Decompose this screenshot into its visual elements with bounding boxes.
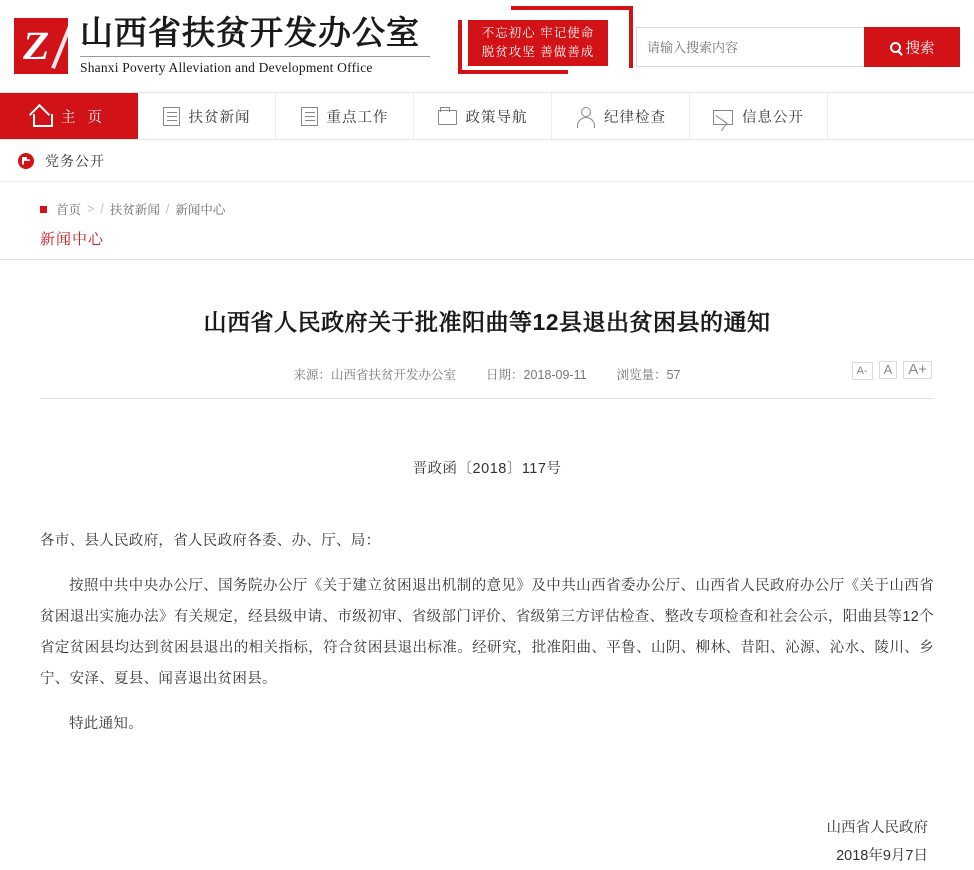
sub-nav-item-party-affairs[interactable]: 党务公开 <box>45 152 105 169</box>
signature-date: 2018年9月7日 <box>836 848 928 864</box>
nav-item-key-work[interactable] <box>276 93 414 139</box>
document-icon <box>301 107 318 126</box>
slogan-banner <box>458 6 633 86</box>
breadcrumb-separator: / <box>165 202 170 216</box>
site-logo-text <box>80 16 430 76</box>
mail-icon <box>713 110 733 125</box>
article-paragraph: 按照中共中央办公厅、国务院办公厅《关于建立贫困退出机制的意见》及中共山西省委办公厅、山西省人民政府办公厅《关于山西省贫困退出实施办法》有关规定，经县级申请、市级初审、省级部门评价、省级第三方评估检查、整改专项检查和社会公示，阳曲县等12个省定贫困县均达到贫困县退出的相关指标，符合贫困县退出标准。经研究，批准阳曲、平鲁、山阴、柳林、昔阳、沁源、沁水、陵川、乡宁、安泽、夏县、闻喜退出贫困县。 <box>40 578 934 687</box>
nav-item-disclosure[interactable] <box>690 93 828 139</box>
signature-organization: 山西省人民政府 <box>826 820 928 836</box>
search-button-label: 搜索 <box>905 40 935 57</box>
font-size-increase-button[interactable]: A+ <box>903 361 932 379</box>
breadcrumb-list <box>40 200 974 218</box>
logo-slash <box>51 23 73 69</box>
slogan-corner-top <box>511 6 633 10</box>
nav-item-discipline[interactable] <box>552 93 690 139</box>
nav-label-news: 扶贫新闻 <box>188 109 251 126</box>
logo-letter: Z <box>19 23 53 68</box>
search-bar <box>636 27 960 67</box>
page-title: 新闻中心 <box>40 231 105 248</box>
nav-label-home: 主 页 <box>60 109 107 126</box>
logo-divider <box>80 56 430 57</box>
breadcrumb-item-news-center[interactable]: 新闻中心 <box>175 203 226 217</box>
site-logo-icon[interactable] <box>14 18 68 74</box>
search-button[interactable] <box>864 27 960 67</box>
article <box>0 304 974 870</box>
breadcrumb-separator: / <box>100 202 104 216</box>
slogan-line-2: 脱贫攻坚 善做善成 <box>481 45 595 59</box>
slogan-corner-left <box>458 20 462 74</box>
breadcrumb <box>0 182 974 218</box>
breadcrumb-item-home[interactable]: 首页 <box>56 203 82 217</box>
sub-nav <box>0 140 974 182</box>
person-icon <box>575 106 595 126</box>
article-body <box>40 526 934 740</box>
slogan-corner-bottom <box>458 70 568 74</box>
nav-label-discipline: 纪律检查 <box>604 109 666 126</box>
font-size-default-button[interactable]: A <box>879 361 898 379</box>
article-paragraph: 特此通知。 <box>69 716 143 732</box>
breadcrumb-item-news[interactable]: 扶贫新闻 <box>109 203 160 217</box>
article-views: 浏览量：57 <box>616 368 681 382</box>
breadcrumb-marker-icon <box>40 206 47 213</box>
org-name-cn: 山西省扶贫开发办公室 <box>80 16 420 52</box>
nav-label-policy: 政策导航 <box>465 109 528 126</box>
font-size-decrease-button[interactable]: A- <box>852 362 873 380</box>
party-emblem-icon <box>18 152 36 170</box>
nav-label-key-work: 重点工作 <box>326 109 389 126</box>
article-source: 来源：山西省扶贫开发办公室 <box>293 368 457 382</box>
search-input[interactable] <box>636 27 864 67</box>
breadcrumb-separator: > <box>87 202 95 216</box>
article-meta-row <box>40 361 934 399</box>
document-number: 晋政函〔2018〕117号 <box>412 461 562 477</box>
article-title: 山西省人民政府关于批准阳曲等12县退出贫困县的通知 <box>203 309 771 335</box>
article-signature <box>40 814 934 870</box>
nav-label-disclosure: 信息公开 <box>742 109 804 126</box>
slogan-box <box>468 20 608 66</box>
title-divider <box>0 259 974 260</box>
slogan-corner-right <box>629 6 633 68</box>
article-date: 日期：2018-09-11 <box>486 368 587 382</box>
org-name-en: Shanxi Poverty Alleviation and Development Office <box>80 60 373 75</box>
nav-item-news[interactable] <box>138 93 276 139</box>
main-nav <box>0 92 974 140</box>
font-size-controls <box>852 361 932 380</box>
nav-item-home[interactable] <box>0 93 138 139</box>
article-paragraph: 各市、县人民政府，省人民政府各委、办、厅、局： <box>40 533 381 549</box>
nav-item-policy[interactable] <box>414 93 552 139</box>
document-icon <box>163 107 180 126</box>
folder-icon <box>438 110 457 125</box>
slogan-line-1: 不忘初心 牢记使命 <box>481 26 595 40</box>
search-icon <box>890 42 901 53</box>
article-meta <box>294 365 681 383</box>
home-icon <box>32 106 52 126</box>
site-header <box>0 0 974 92</box>
